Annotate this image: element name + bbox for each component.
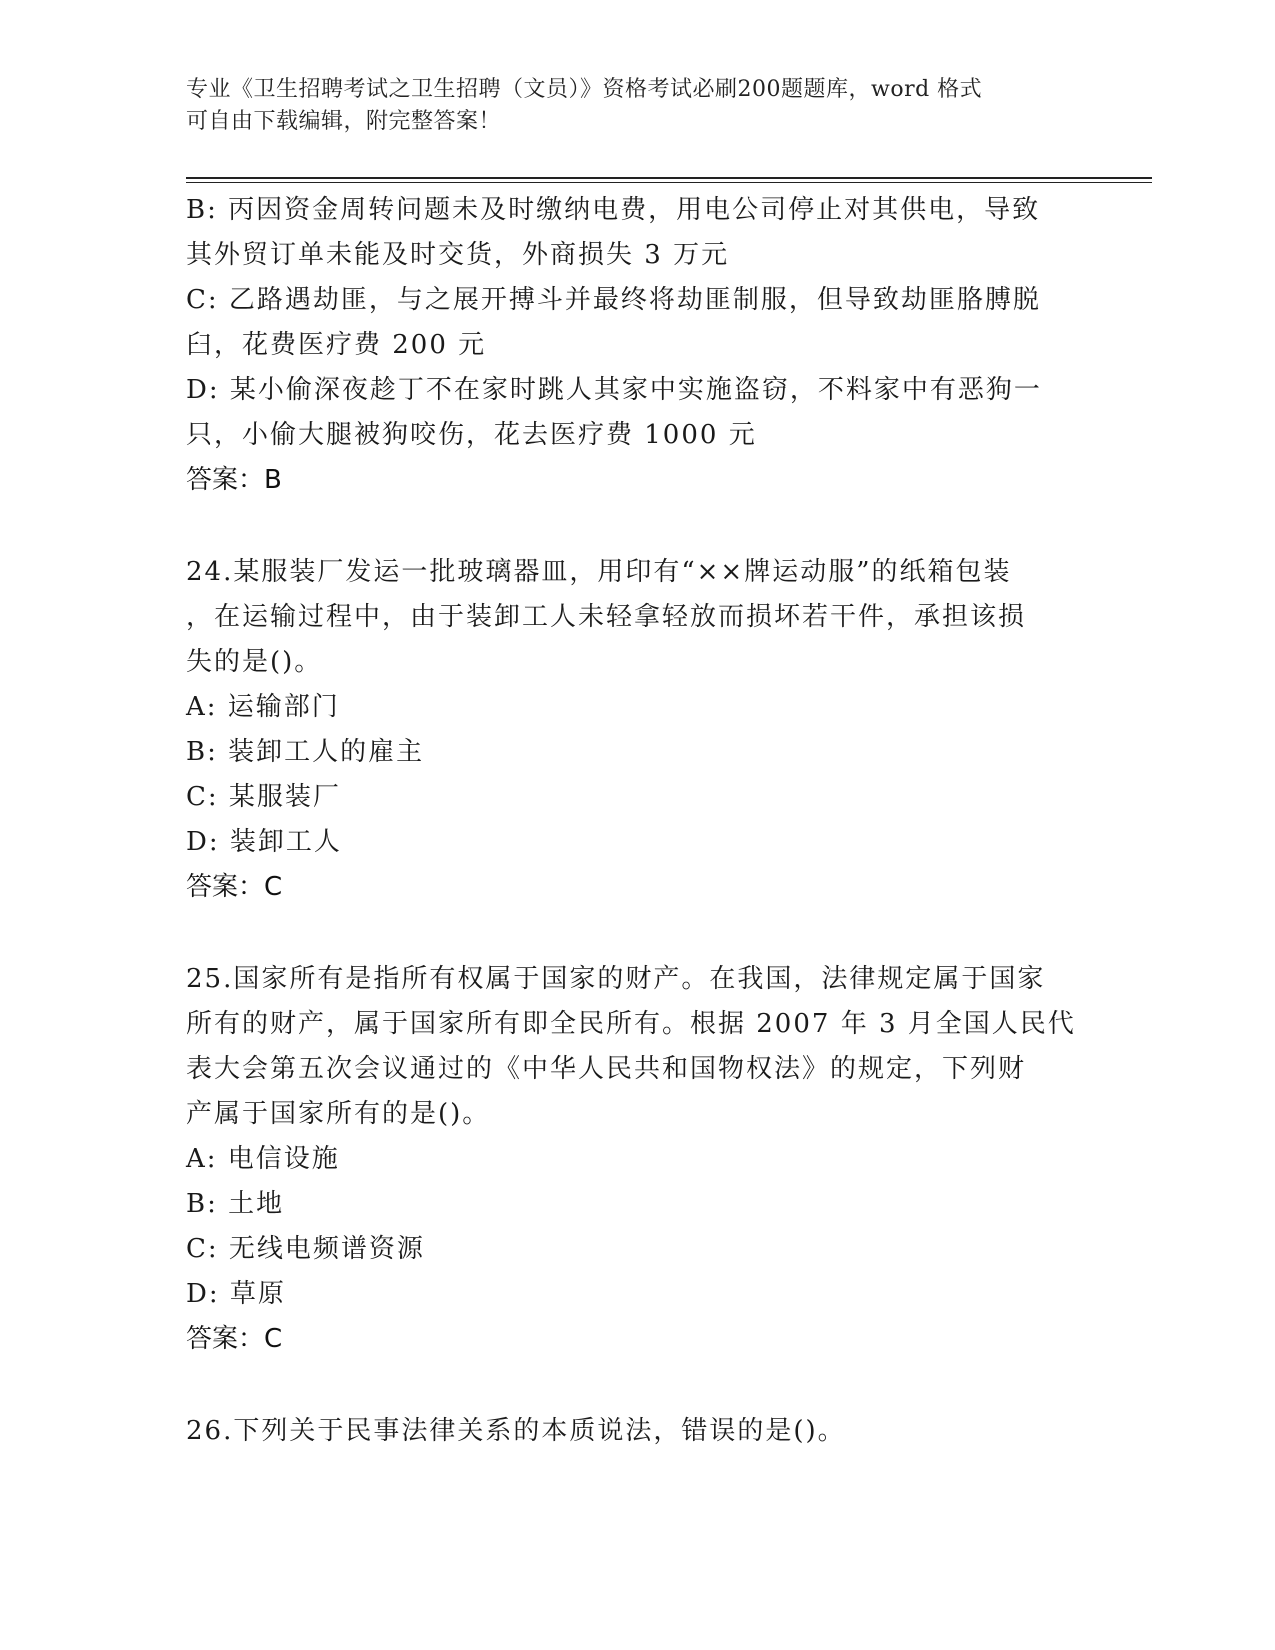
q25-answer: 答案：C: [186, 1324, 283, 1354]
q24-stem-line1: 24.某服装厂发运一批玻璃器皿，用印有“××牌运动服”的纸箱包装: [186, 557, 1012, 587]
q25-option-d: D: 草原: [186, 1279, 286, 1309]
header-title-line1: 专业《卫生招聘考试之卫生招聘（文员）》资格考试必刷200题题库，word 格式: [186, 77, 983, 102]
header-title-line2: 可自由下载编辑，附完整答案！: [186, 109, 502, 134]
page-header: [186, 74, 1066, 138]
q24-option-d: D: 装卸工人: [186, 827, 342, 857]
question-23: [186, 188, 1086, 503]
q24-stem-line2: ，在运输过程中，由于装卸工人未轻拿轻放而损坏若干件，承担该损: [186, 602, 1027, 632]
q23-option-d-line1: D: 某小偷深夜趁丁不在家时跳人其家中实施盗窃，不料家中有恶狗一: [186, 375, 1042, 405]
q25-stem-line4: 产属于国家所有的是()。: [186, 1099, 491, 1129]
question-26: [186, 1409, 1086, 1454]
q25-option-a: A: 电信设施: [186, 1144, 340, 1174]
q25-option-c: C: 无线电频谱资源: [186, 1234, 425, 1264]
q25-option-b: B: 土地: [186, 1189, 285, 1219]
q25-stem-line1: 25.国家所有是指所有权属于国家的财产。在我国，法律规定属于国家: [186, 964, 1046, 994]
q24-stem-line3: 失的是()。: [186, 647, 323, 677]
spacer: [186, 1362, 1086, 1409]
q26-stem-line1: 26.下列关于民事法律关系的本质说法，错误的是()。: [186, 1416, 846, 1446]
q24-answer: 答案：C: [186, 872, 283, 902]
q23-answer: 答案：B: [186, 465, 282, 495]
q23-option-b-line1: B: 丙因资金周转问题未及时缴纳电费，用电公司停止对其供电，导致: [186, 195, 1041, 225]
document-body: [186, 188, 1086, 1454]
question-25: [186, 957, 1086, 1362]
q25-stem-line3: 表大会第五次会议通过的《中华人民共和国物权法》的规定，下列财: [186, 1054, 1027, 1084]
header-rule-thick: [186, 177, 1152, 179]
q23-option-c-line1: C: 乙路遇劫匪，与之展开搏斗并最终将劫匪制服，但导致劫匪胳膊脱: [186, 285, 1041, 315]
header-rule-thin: [186, 182, 1152, 183]
q24-option-a: A: 运输部门: [186, 692, 340, 722]
q23-option-d-line2: 只，小偷大腿被狗咬伤，花去医疗费 1000 元: [186, 420, 757, 450]
q23-option-c-line2: 臼，花费医疗费 200 元: [186, 330, 487, 360]
spacer: [186, 910, 1086, 957]
question-24: [186, 550, 1086, 910]
q24-option-b: B: 装卸工人的雇主: [186, 737, 425, 767]
spacer: [186, 503, 1086, 550]
q24-option-c: C: 某服装厂: [186, 782, 341, 812]
q25-stem-line2: 所有的财产，属于国家所有即全民所有。根据 2007 年 3 月全国人民代: [186, 1009, 1076, 1039]
q23-option-b-line2: 其外贸订单未能及时交货，外商损失 3 万元: [186, 240, 730, 270]
